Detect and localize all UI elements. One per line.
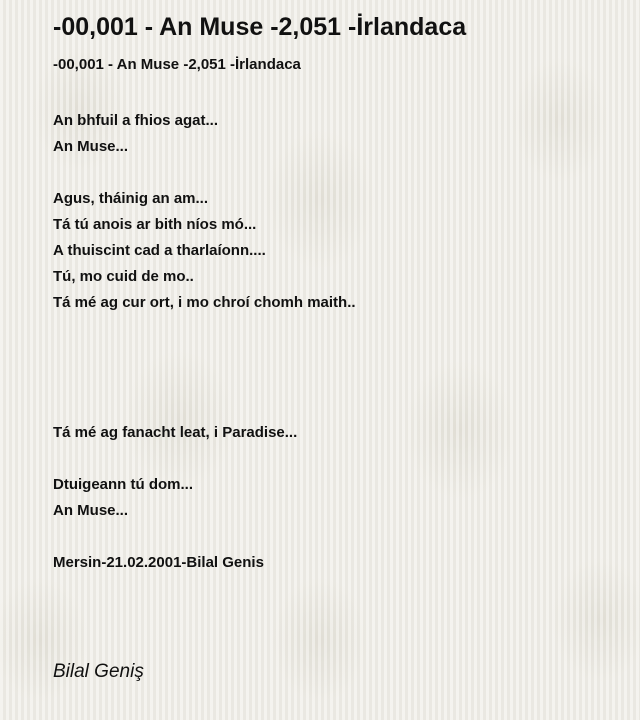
poem-line: An bhfuil a fhios agat... bbox=[53, 112, 218, 129]
poem-line: Tá mé ag fanacht leat, i Paradise... bbox=[53, 424, 298, 441]
poem-line bbox=[53, 160, 613, 186]
poem-line bbox=[53, 446, 613, 472]
poem-line: An Muse... bbox=[53, 502, 129, 519]
poem-line bbox=[53, 316, 613, 342]
poem-line bbox=[53, 394, 613, 420]
poem-line: Agus, tháinig an am... bbox=[53, 190, 209, 207]
poem-line: Dtuigeann tú dom... bbox=[53, 476, 193, 493]
poem-title: -00,001 - An Muse -2,051 -İrlandaca bbox=[53, 13, 467, 41]
poem-line: An Muse... bbox=[53, 138, 129, 155]
poem-line: Tú, mo cuid de mo.. bbox=[53, 268, 194, 285]
poem-line: Tá mé ag cur ort, i mo chroí chomh maith.. bbox=[53, 294, 356, 311]
poem-subtitle: -00,001 - An Muse -2,051 -İrlandaca bbox=[53, 56, 301, 73]
poem-line: Tá tú anois ar bith níos mó... bbox=[53, 216, 257, 233]
poem-line bbox=[53, 524, 613, 550]
author-signature: Bilal Geniş bbox=[53, 661, 144, 682]
poem-line: Mersin-21.02.2001-Bilal Genis bbox=[53, 554, 264, 571]
poem-line bbox=[53, 342, 613, 368]
poem-line bbox=[53, 368, 613, 394]
poem-body bbox=[53, 108, 613, 576]
poem-line: A thuiscint cad a tharlaíonn.... bbox=[53, 242, 266, 259]
